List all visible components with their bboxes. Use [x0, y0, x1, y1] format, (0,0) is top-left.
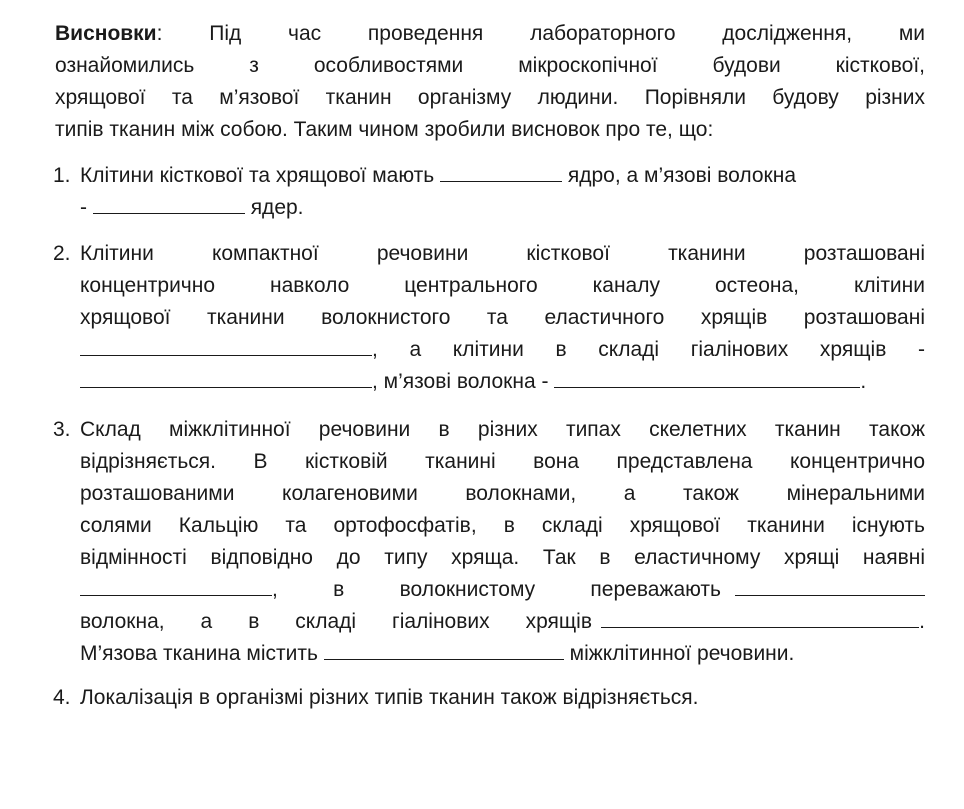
fill-blank[interactable]	[554, 369, 860, 388]
item-2-text-5a: , м’язові волокна -	[372, 370, 549, 393]
fill-blank[interactable]	[80, 369, 372, 388]
item-3-line-2: відрізняється. В кістковій тканині вона представлена концентрично	[80, 450, 925, 473]
item-2-number: 2.	[53, 242, 71, 265]
conclusions-label: Висновки	[55, 22, 157, 45]
item-2-line-4	[80, 337, 925, 363]
item-1-line-1	[80, 163, 925, 189]
item-3-line-4: солями Кальцію та ортофосфатів, в складі хрящової тканини існують	[80, 514, 925, 537]
fill-blank[interactable]	[601, 609, 919, 628]
fill-blank[interactable]	[440, 163, 562, 182]
fill-blank[interactable]	[80, 577, 272, 596]
intro-line-1	[55, 21, 925, 47]
item-3-line-8	[80, 641, 794, 667]
intro-text-1: : Під час проведення лабораторного дослідження, ми	[156, 22, 925, 45]
item-4-line-1: Локалізація в організмі різних типів тканин також відрізняється.	[80, 686, 699, 709]
item-4-number: 4.	[53, 686, 71, 709]
item-1-number: 1.	[53, 164, 71, 187]
item-1-dash: -	[80, 196, 87, 219]
item-3-line-1: Склад міжклітинної речовини в різних типах скелетних тканин також	[80, 418, 925, 441]
item-3-line-6	[80, 577, 925, 603]
fill-blank[interactable]	[93, 195, 245, 214]
item-2-text-5b: .	[860, 370, 867, 393]
item-3-text-6: , в волокнистому переважають	[272, 578, 721, 601]
item-3-text-8a: М’язова тканина містить	[80, 642, 318, 665]
item-3-text-7: волокна, а в складі гіалінових хрящів	[80, 610, 592, 633]
item-3-line-5: відмінності відповідно до типу хряща. Так в еластичному хрящі наявні	[80, 546, 925, 569]
item-3-line-3: розташованими колагеновими волокнами, а також мінеральними	[80, 482, 925, 505]
item-3-line-7	[80, 609, 925, 635]
fill-blank[interactable]	[735, 577, 925, 596]
item-3-text-7-end: .	[919, 610, 925, 633]
intro-line-3: хрящової та м’язової тканин організму людини. Порівняли будову різних	[55, 86, 925, 109]
item-2-line-3: хрящової тканини волокнистого та еластичного хрящів розташовані	[80, 306, 925, 329]
item-2-text-4: , а клітини в складі гіалінових хрящів -	[372, 338, 925, 361]
intro-line-2: ознайомились з особливостями мікроскопічної будови кісткової,	[55, 54, 925, 77]
item-1-line-2	[80, 195, 304, 221]
intro-line-4: типів тканин між собою. Таким чином зробили висновок про те, що:	[55, 118, 714, 141]
item-2-line-5	[80, 369, 925, 395]
item-2-line-2: концентрично навколо центрального каналу остеона, клітини	[80, 274, 925, 297]
item-2-line-1: Клітини компактної речовини кісткової тканини розташовані	[80, 242, 925, 265]
item-1-text-c: ядер.	[250, 196, 304, 219]
item-1-text-b: ядро, а м’язові волокна	[567, 164, 796, 187]
item-1-text-a: Клітини кісткової та хрящової мають	[80, 164, 435, 187]
item-3-number: 3.	[53, 418, 71, 441]
fill-blank[interactable]	[324, 641, 564, 660]
fill-blank[interactable]	[80, 337, 372, 356]
item-3-text-8b: міжклітинної речовини.	[569, 642, 795, 665]
